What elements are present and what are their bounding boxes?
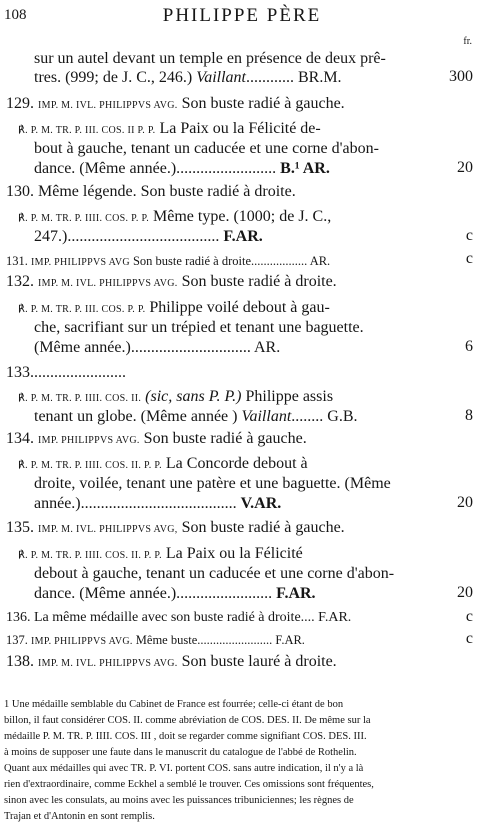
entry-138-header	[6, 652, 337, 674]
rarity-mark: F.AR.	[276, 585, 316, 602]
entry-132-reverse-2: che, sacrifiant sur un trépied et tenant une baguette.	[34, 319, 364, 336]
footnote-line-5: Quant aux médailles qui avec TR. P. VI. portent COS. sans autre indication, il n'y a là	[4, 763, 364, 774]
footnote-line-3: médaille P. M. TR. P. IIII. COS. III , doit se regarder comme signifiant COS. DES. III.	[4, 731, 367, 742]
entry-130-header	[6, 182, 296, 202]
price-value: 20	[457, 159, 473, 176]
footnote-line-1: 1 Une médaille semblable du Cabinet de France est fourrée; celle-ci étant de bon	[4, 699, 344, 710]
reverse-note: (sic, sans P. P.)	[145, 388, 242, 405]
rarity-mark: V.AR.	[240, 495, 282, 512]
entry-135-header	[6, 518, 345, 540]
reverse-desc: tenant un globe. (Même année )	[34, 408, 242, 425]
reverse-legend: ℟. P. M. TR. P. IIII. COS. II. P. P.	[18, 460, 162, 471]
entry-continuation-line-2	[34, 68, 342, 88]
footnote-line-6: rien d'extraordinaire, comme Eckhel a semblé le trouver. Ces omissions sont fréquentes,	[4, 779, 374, 790]
entry-137	[6, 630, 305, 652]
reverse-desc: La Concorde debout à	[165, 455, 308, 472]
entry-132-header	[6, 272, 337, 294]
entry-desc: Son buste lauré à droite.	[181, 653, 337, 670]
entry-133-reverse-1	[18, 387, 333, 409]
footnote-line-2: billon, il faut considérer COS. II. comme abréviation de COS. DES. II. De même sur la	[4, 715, 371, 726]
entry-129-header	[6, 94, 345, 116]
legend-text: IMP. M. IVL. PHILIPPVS AVG.	[38, 100, 178, 111]
entry-desc: Son buste radié à gauche.	[181, 95, 345, 112]
footnote-line-8: Trajan et d'Antonin en sont remplis.	[4, 811, 155, 822]
author-name: Vaillant	[196, 69, 246, 86]
entry-number: 134.	[6, 430, 34, 447]
entry-number: 137.	[6, 633, 28, 647]
entry-desc: Son buste radié à gauche.	[181, 519, 345, 536]
entry-desc: Son buste radié à droite.................. AR.	[132, 254, 331, 268]
entry-desc: Même légende. Son buste radié à droite.	[38, 183, 296, 200]
reverse-desc: année.).......................................	[34, 495, 237, 512]
price-value: c	[465, 250, 473, 267]
entry-134-reverse-3	[34, 494, 281, 514]
reverse-legend: ℟. P. M. TR. P. IIII. COS. II.	[18, 393, 142, 404]
entry-130-reverse-1	[18, 207, 331, 229]
reverse-desc: La Paix ou la Félicité de-	[159, 120, 321, 137]
price-value: c	[465, 227, 473, 244]
price-value: 20	[457, 494, 473, 511]
page-number: 108	[4, 7, 27, 23]
reverse-desc: Même type. (1000; de J. C.,	[153, 208, 332, 225]
price-value: 6	[465, 338, 473, 355]
entry-133-header: 133........................	[6, 364, 126, 381]
entry-text: tres. (999; de J. C., 246.)	[34, 69, 197, 86]
reverse-desc: La Paix ou la Félicité	[165, 545, 303, 562]
legend-text: IMP. M. IVL. PHILIPPVS AVG,	[38, 524, 178, 535]
entry-132-reverse-1	[18, 298, 330, 320]
footnote-line-4: à moins de supposer une faute dans le manuscrit du catalogue de l'abbé de Rothelin.	[4, 747, 357, 758]
price-value: c	[465, 630, 473, 647]
price-value: 20	[457, 584, 473, 601]
entry-134-reverse-2: droite, voilée, tenant une patère et une baguette. (Même	[34, 475, 391, 492]
legend-text: IMP. PHILIPPVS AVG.	[38, 435, 140, 446]
entry-136	[6, 608, 351, 628]
reverse-legend: ℟. P. M. TR. P. IIII. COS. P. P.	[18, 213, 150, 224]
legend-text: IMP. M. IVL. PHILIPPVS AVG.	[38, 658, 178, 669]
entry-129-reverse-1	[18, 119, 321, 141]
footnote-line-7: sinon avec les consulats, au moins avec les puissances tribuniciennes; les règnes de	[4, 795, 354, 806]
entry-134-header	[6, 429, 307, 451]
entry-135-reverse-3	[34, 584, 316, 604]
entry-number: 132.	[6, 273, 34, 290]
entry-135-reverse-1	[18, 544, 303, 566]
reverse-legend: ℟. P. M. TR. P. III. COS. P. P.	[18, 304, 146, 315]
reverse-desc: 247.)......................................	[34, 228, 220, 245]
currency-label: fr.	[463, 36, 472, 47]
entry-131	[6, 251, 330, 273]
entry-number: 129.	[6, 95, 34, 112]
entry-132-reverse-3	[34, 338, 280, 358]
metal-mark: AR.	[253, 339, 281, 356]
entry-130-reverse-2	[34, 227, 263, 247]
rarity-mark: F.AR.	[223, 228, 263, 245]
author-name: Vaillant	[241, 408, 292, 425]
reverse-desc: Philippe voilé debout à gau-	[149, 299, 330, 316]
entry-129-reverse-3	[34, 159, 330, 179]
entry-135-reverse-2: debout à gauche, tenant un caducée et une corne d'abon-	[34, 565, 395, 582]
entry-continuation-line-1: sur un autel devant un temple en présence de deux prê-	[34, 50, 386, 67]
price-value: c	[465, 608, 473, 625]
reverse-desc: dance. (Même année.).........................	[34, 160, 277, 177]
entry-desc: Son buste radié à gauche.	[143, 430, 307, 447]
entry-134-reverse-1	[18, 454, 308, 476]
entry-desc: Même buste........................ F.AR.	[135, 633, 305, 647]
rarity-mark: B.¹ AR.	[280, 160, 330, 177]
price-value: 8	[465, 407, 473, 424]
price-value: 300	[449, 68, 473, 85]
entry-leader: ............ BR.M.	[245, 69, 342, 86]
reverse-desc: dance. (Même année.)........................	[34, 585, 273, 602]
reverse-desc: Philippe assis	[245, 388, 334, 405]
entry-number: 131.	[6, 254, 28, 268]
entry-129-reverse-2: bout à gauche, tenant un caducée et une corne d'abon-	[34, 140, 379, 157]
entry-133-reverse-2	[34, 407, 358, 427]
entry-number: 136.	[6, 610, 31, 625]
entry-leader: ........ G.B.	[291, 408, 358, 425]
entry-number: 130.	[6, 183, 34, 200]
entry-number: 138.	[6, 653, 34, 670]
entry-number: 135.	[6, 519, 34, 536]
entry-desc: Son buste radié à droite.	[181, 273, 337, 290]
legend-text: IMP. PHILIPPVS AVG.	[31, 636, 133, 647]
legend-text: IMP. PHILIPPVS AVG	[31, 257, 130, 268]
entry-desc: La même médaille avec son buste radié à droite.... F.AR.	[34, 610, 352, 625]
legend-text: IMP. M. IVL. PHILIPPVS AVG.	[38, 278, 178, 289]
page-title: PHILIPPE PÈRE	[162, 5, 322, 26]
reverse-desc: (Même année.)..............................	[34, 339, 251, 356]
reverse-legend: ℟. P. M. TR. P. IIII. COS. II. P. P.	[18, 550, 162, 561]
reverse-legend: ℟. P. M. TR. P. III. COS. II P. P.	[18, 125, 156, 136]
